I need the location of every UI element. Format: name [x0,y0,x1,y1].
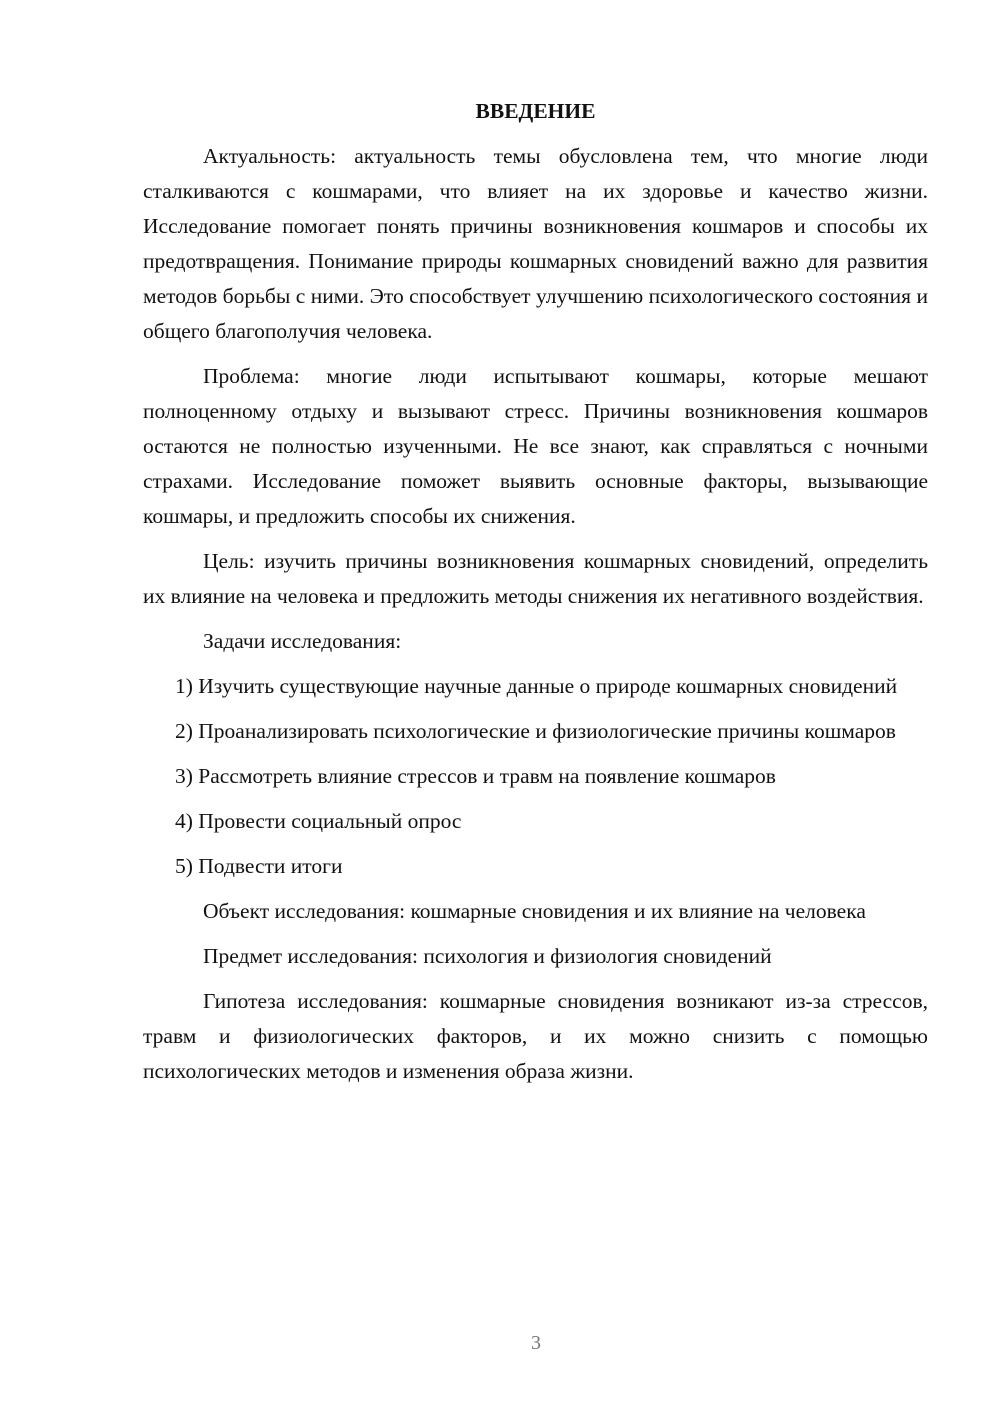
section-heading: ВВЕДЕНИЕ [475,99,596,123]
task-item-1: 1) Изучить существующие научные данные о природе кошмарных сновидений [175,674,898,698]
hypothesis-paragraph: Гипотеза исследования: кошмарные сновидения возникают из-за стрессов, травм и физиологических факторов, и их можно снизить с помощью психологических методов и изменения образа жизни. [143,989,928,1083]
task-item-2: 2) Проанализировать психологические и физиологические причины кошмаров [175,719,896,743]
relevance-paragraph: Актуальность: актуальность темы обусловлена тем, что многие люди сталкиваются с кошмарами, что влияет на их здоровье и качество жизни. Исследование помогает понять причины возникновения кошмаров и способы их предотвращения. Понимание природы кошмарных сновидений важно для развития методов борьбы с ними. Это способствует улучшению психологического состояния и общего благополучия человека. [143,144,928,343]
task-item-5: 5) Подвести итоги [175,854,343,878]
page-number: 3 [531,1332,541,1354]
goal-paragraph: Цель: изучить причины возникновения кошмарных сновидений, определить их влияние на человека и предложить методы снижения их негативного воздействия. [143,549,928,608]
subject-paragraph: Предмет исследования: психология и физиология сновидений [203,944,772,968]
object-paragraph: Объект исследования: кошмарные сновидения и их влияние на человека [203,899,866,923]
tasks-list [143,669,928,884]
task-item-4: 4) Провести социальный опрос [175,809,462,833]
document-page [143,96,928,1099]
task-item-3: 3) Рассмотреть влияние стрессов и травм на появление кошмаров [175,764,776,788]
problem-paragraph: Проблема: многие люди испытывают кошмары, которые мешают полноценному отдыху и вызывают стресс. Причины возникновения кошмаров остаются не полностью изученными. Не все знают, как справляться с ночными страхами. Исследование поможет выявить основные факторы, вызывающие кошмары, и предложить способы их снижения. [143,364,928,528]
tasks-title: Задачи исследования: [203,629,402,653]
